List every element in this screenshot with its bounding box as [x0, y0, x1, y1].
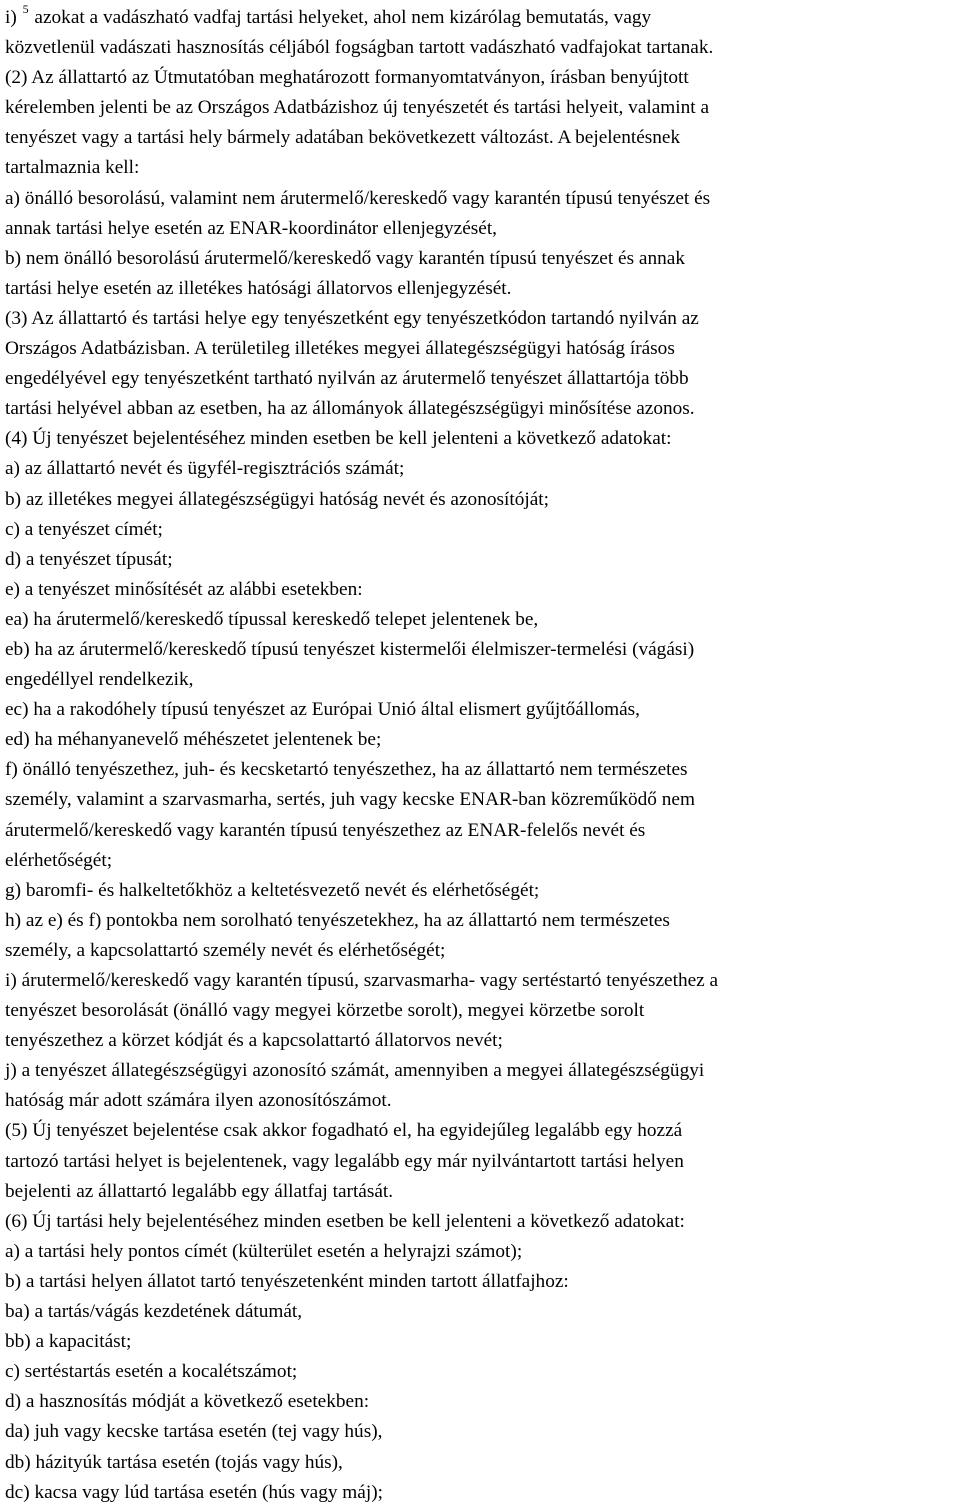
text-line: (3) Az állattartó és tartási helye egy tenyészetként egy tenyészetkódon tartandó nyilván az: [5, 307, 699, 329]
text-line: a) a tartási hely pontos címét (külterület esetén a helyrajzi számot);: [5, 1240, 523, 1262]
text-line: ed) ha méhanyanevelő méhészetet jelentenek be;: [5, 729, 382, 751]
text-line: dc) kacsa vagy lúd tartása esetén (hús vagy máj);: [5, 1481, 383, 1503]
text-line: hatóság már adott számára ilyen azonosítószámot.: [5, 1090, 392, 1112]
text-line: tartalmaznia kell:: [5, 157, 140, 179]
text-line: f) önálló tenyészethez, juh- és kecsketartó tenyészethez, ha az állattartó nem természetes: [5, 759, 688, 781]
text-line: bejelenti az állattartó legalább egy állatfaj tartását.: [5, 1180, 394, 1202]
text-line: tartási helye esetén az illetékes hatósági állatorvos ellenjegyzését.: [5, 277, 512, 299]
text-line: e) a tenyészet minősítését az alábbi esetekben:: [5, 578, 363, 600]
text-line: da) juh vagy kecske tartása esetén (tej vagy hús),: [5, 1421, 383, 1443]
text-line: a) az állattartó nevét és ügyfél-regisztrációs számát;: [5, 458, 405, 480]
text-line: Országos Adatbázisban. A területileg illetékes megyei állategészségügyi hatóság írásos: [5, 338, 675, 360]
line-text: azokat a vadászható vadfaj tartási helyeket, ahol nem kizárólag bemutatás, vagy: [29, 7, 652, 28]
text-line: c) a tenyészet címét;: [5, 518, 163, 540]
text-line: i) árutermelő/kereskedő vagy karantén típusú, szarvasmarha- vagy sertéstartó tenyészethez a: [5, 970, 719, 991]
text-line: b) nem önálló besorolású árutermelő/kereskedő vagy karantén típusú tenyészet és annak: [5, 247, 685, 269]
document-page: [5, 0, 960, 1508]
text-line: elérhetőségét;: [5, 849, 113, 871]
text-line: ea) ha árutermelő/kereskedő típussal kereskedő telepet jelentenek be,: [5, 608, 539, 630]
footnote-marker: 5: [22, 1, 29, 16]
text-line: b) a tartási helyen állatot tartó tenyészetenként minden tartott állatfajhoz:: [5, 1270, 569, 1292]
text-line: tenyészet besorolását (önálló vagy megyei körzetbe sorolt), megyei körzetbe sorolt: [5, 1000, 645, 1022]
text-line: közvetlenül vadászati hasznosítás céljából fogságban tartott vadászható vadfajokat tartanak.: [5, 37, 714, 59]
text-line: (2) Az állattartó az Útmutatóban meghatározott formanyomtatványon, írásban benyújtott: [5, 67, 689, 89]
text-line: j) a tenyészet állategészségügyi azonosító számát, amennyiben a megyei állategészségügyi: [5, 1060, 705, 1082]
text-line: személy, valamint a szarvasmarha, sertés, juh vagy kecske ENAR-ban közreműködő nem: [5, 789, 695, 811]
text-line: [5, 0, 960, 33]
text-line: (5) Új tenyészet bejelentése csak akkor fogadható el, ha egyidejűleg legalább egy hozzá: [5, 1120, 683, 1142]
text-line: ec) ha a rakodóhely típusú tenyészet az Európai Unió által elismert gyűjtőállomás,: [5, 699, 641, 721]
text-line: d) a tenyészet típusát;: [5, 548, 173, 570]
text-line: c) sertéstartás esetén a kocalétszámot;: [5, 1361, 298, 1383]
text-line: ba) a tartás/vágás kezdetének dátumát,: [5, 1301, 303, 1323]
text-line: bb) a kapacitást;: [5, 1331, 132, 1353]
text-line: engedélyével egy tenyészetként tartható nyilván az árutermelő tenyészet állattartója több: [5, 368, 689, 390]
text-line: személy, a kapcsolattartó személy nevét és elérhetőségét;: [5, 939, 446, 961]
text-line: annak tartási helye esetén az ENAR-koordinátor ellenjegyzését,: [5, 217, 498, 239]
text-line: d) a hasznosítás módját a következő esetekben:: [5, 1391, 370, 1413]
text-line: árutermelő/kereskedő vagy karantén típusú tenyészethez az ENAR-felelős nevét és: [5, 819, 646, 841]
item-label: i): [5, 7, 22, 28]
text-line: engedéllyel rendelkezik,: [5, 669, 194, 691]
text-line: (6) Új tartási hely bejelentéséhez minden esetben be kell jelenteni a következő adatokat:: [5, 1210, 685, 1232]
text-line: h) az e) és f) pontokba nem sorolható tenyészetekhez, ha az állattartó nem természetes: [5, 909, 670, 931]
text-line: a) önálló besorolású, valamint nem árutermelő/kereskedő vagy karantén típusú tenyészet és: [5, 187, 711, 209]
text-line: tenyészethez a körzet kódját és a kapcsolattartó állatorvos nevét;: [5, 1030, 503, 1052]
text-line: eb) ha az árutermelő/kereskedő típusú tenyészet kistermelői élelmiszer-termelési (vágási): [5, 638, 695, 660]
text-line: tartási helyével abban az esetben, ha az állományok állategészségügyi minősítése azonos.: [5, 398, 695, 420]
text-line: db) házityúk tartása esetén (tojás vagy hús),: [5, 1451, 343, 1473]
text-line: b) az illetékes megyei állategészségügyi hatóság nevét és azonosítóját;: [5, 488, 549, 510]
text-line: (4) Új tenyészet bejelentéséhez minden esetben be kell jelenteni a következő adatokat:: [5, 428, 672, 450]
text-line: g) baromfi- és halkeltetőkhöz a keltetésvezető nevét és elérhetőségét;: [5, 879, 540, 901]
document-body: [5, 33, 960, 1508]
text-line: tartozó tartási helyet is bejelentenek, vagy legalább egy már nyilvántartott tartási helyen: [5, 1150, 684, 1172]
text-line: kérelemben jelenti be az Országos Adatbázishoz új tenyészetét és tartási helyeit, valamint a: [5, 97, 710, 119]
text-line: tenyészet vagy a tartási hely bármely adatában bekövetkezett változást. A bejelentésnek: [5, 127, 681, 149]
